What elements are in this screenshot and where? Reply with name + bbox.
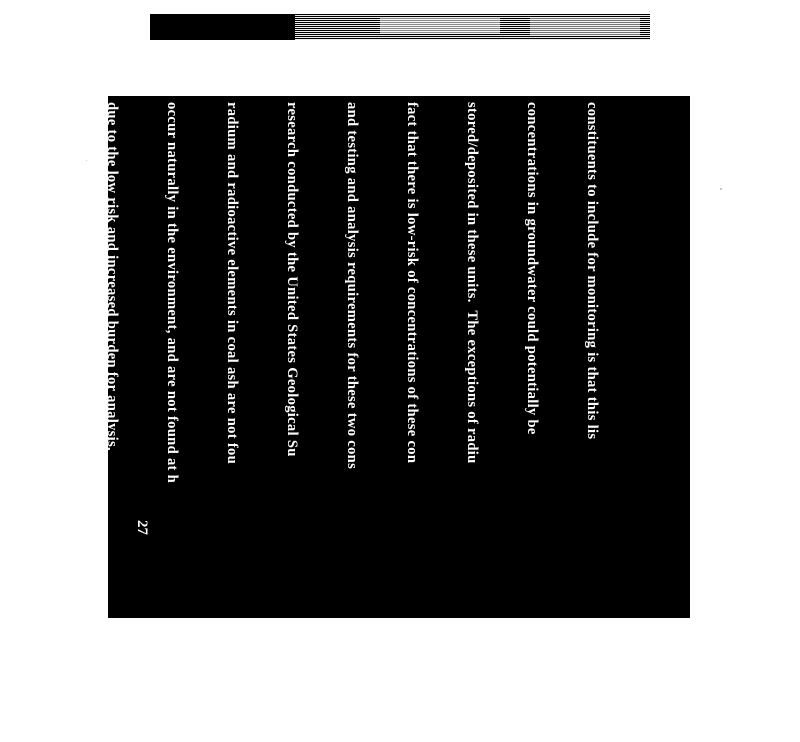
text-line: occur naturally in the environment, and are not found at h	[164, 102, 180, 484]
text-line: concentrations in groundwater could potentially be	[524, 102, 540, 435]
text-line: fact that there is low-risk of concentrations of these con	[404, 102, 420, 464]
redacted-header-bar	[150, 14, 650, 40]
header-scan-highlight	[530, 17, 640, 36]
text-line: stored/deposited in these units. The exceptions of radiu	[464, 102, 480, 464]
text-line: radium and radioactive elements in coal ash are not fou	[224, 102, 240, 465]
scan-speck	[720, 188, 722, 190]
header-scan-highlight	[380, 18, 500, 34]
text-line: and testing and analysis requirements for these two cons	[344, 102, 360, 470]
text-line: constituents to include for monitoring is that this lis	[584, 102, 600, 440]
page-number: 27	[134, 520, 150, 535]
inverted-scanned-page	[44, 96, 690, 618]
document-body	[0, 102, 682, 742]
text-line	[0, 102, 2, 742]
rotated-page-content	[44, 96, 690, 618]
text-line: constituents from testing. The addition of specific con	[44, 102, 60, 455]
paragraph-1	[0, 102, 642, 742]
text-line: research conducted by the United States Geological Su	[284, 102, 300, 457]
text-line: due to the low risk and increased burden for analysis,	[104, 102, 120, 451]
scan-speck	[86, 160, 87, 161]
